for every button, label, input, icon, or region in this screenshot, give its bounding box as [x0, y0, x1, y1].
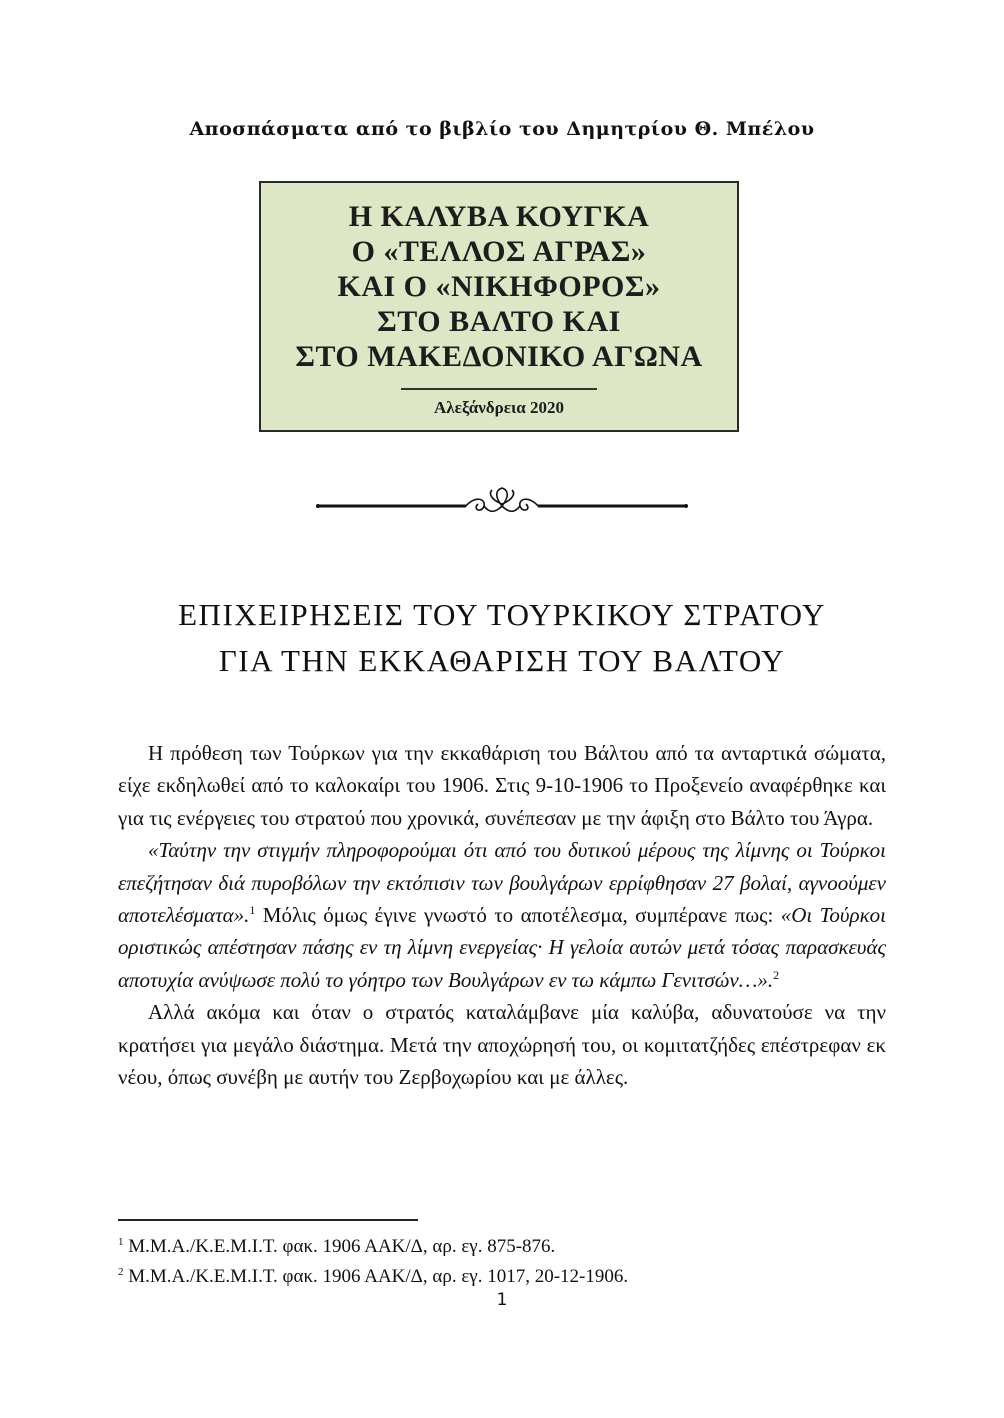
cover-place-year: Αλεξάνδρεια 2020 [433, 398, 564, 417]
section-heading [0, 592, 1004, 684]
footnote [118, 1232, 886, 1262]
footnote-text: Μ.Μ.Α./Κ.Ε.Μ.Ι.Τ. φακ. 1906 ΑΑΚ/Δ, αρ. εγ. 1017, 20-12-1906. [123, 1266, 629, 1287]
flourish-divider-icon [316, 486, 688, 522]
footnote-mark: 1 [118, 1236, 124, 1248]
book-excerpt-subtitle: Αποσπάσματα από το βιβλίο του Δημητρίου Θ. Μπέλου [189, 118, 815, 140]
paragraph: Αλλά ακόμα και όταν ο στρατός καταλάμβανε μία καλύβα, αδυνατούσε να την κρατήσει για μεγάλο διάστημα. Μετά την αποχώρησή του, οι κομιτατζήδες επέστρεφαν εκ νέου, όπως συνέβη με αυτήν του Ζερβοχωρίου και με άλλες. [118, 1000, 886, 1090]
section-heading-line: ΕΠΙΧΕΙΡΗΣΕΙΣ ΤΟΥ ΤΟΥΡΚΙΚΟΥ ΣΤΡΑΤΟΥ [178, 597, 826, 632]
paragraph: Η πρόθεση των Τούρκων για την εκκαθάριση του Βάλτου από τα ανταρτικά σώματα, είχε εκδηλωθεί από το καλοκαίρι του 1906. Στις 9-10-1906 το Προξενείο αναφέρθηκε και για τις ενέργειες του στρατού που χρονικά, συνέπεσαν με την άφιξη στο Βάλτο του Άγρα. [118, 741, 886, 830]
cover-title-line: ΚΑΙ Ο «ΝΙΚΗΦΟΡΟΣ» [337, 270, 661, 303]
footnote-ref: 1 [249, 903, 256, 918]
cover-title [261, 199, 737, 374]
footnote-mark: 2 [118, 1266, 124, 1278]
quote-text: «Ταύτην την στιγμήν πληροφορούμαι ότι από του δυτικού μέρους της λίμνης οι Τούρκοι επεζήτησαν διά πυροβόλων την εκτόπισιν των βουλγάρων ερρίφθησαν 27 βολαί, αγνοούμεν αποτελέσματα». [118, 838, 886, 928]
cover-divider [401, 388, 597, 390]
cover-title-line: ΣΤΟ ΜΑΚΕΔΟΝΙΚΟ ΑΓΩΝΑ [295, 340, 703, 373]
footnote [118, 1262, 886, 1292]
paragraph [118, 834, 886, 996]
footnote-text: Μ.Μ.Α./Κ.Ε.Μ.Ι.Τ. φακ. 1906 ΑΑΚ/Δ, αρ. εγ. 875-876. [123, 1236, 556, 1257]
book-cover-image [259, 181, 739, 432]
quote-text: «Οι Τούρκοι οριστικώς απέστησαν πάσης εν τη λίμνη ενεργείας· Η γελοία αυτών μετά τόσας παρασκευάς αποτυχία ανύψωσε πολύ το γόητρο των Βουλγάρων εν τω κάμπω Γενιτσών…». [118, 903, 887, 992]
footnote-ref: 2 [773, 967, 780, 982]
cover-title-line: Ο «ΤΕΛΛΟΣ ΑΓΡΑΣ» [351, 235, 647, 268]
footnotes [118, 1232, 886, 1292]
section-heading-line: ΓΙΑ ΤΗΝ ΕΚΚΑΘΑΡΙΣΗ ΤΟΥ ΒΑΛΤΟΥ [218, 643, 786, 678]
body-text [118, 737, 886, 1093]
page-number: 1 [496, 1290, 508, 1310]
footnote-separator [118, 1219, 418, 1221]
cover-title-line: ΣΤΟ ΒΑΛΤΟ ΚΑΙ [377, 305, 621, 338]
cover-title-line: Η ΚΑΛΥΒΑ ΚΟΥΓΚΑ [348, 200, 650, 233]
paragraph-text: Μόλις όμως έγινε γνωστό το αποτέλεσμα, συμπέρανε πως: [255, 903, 781, 928]
